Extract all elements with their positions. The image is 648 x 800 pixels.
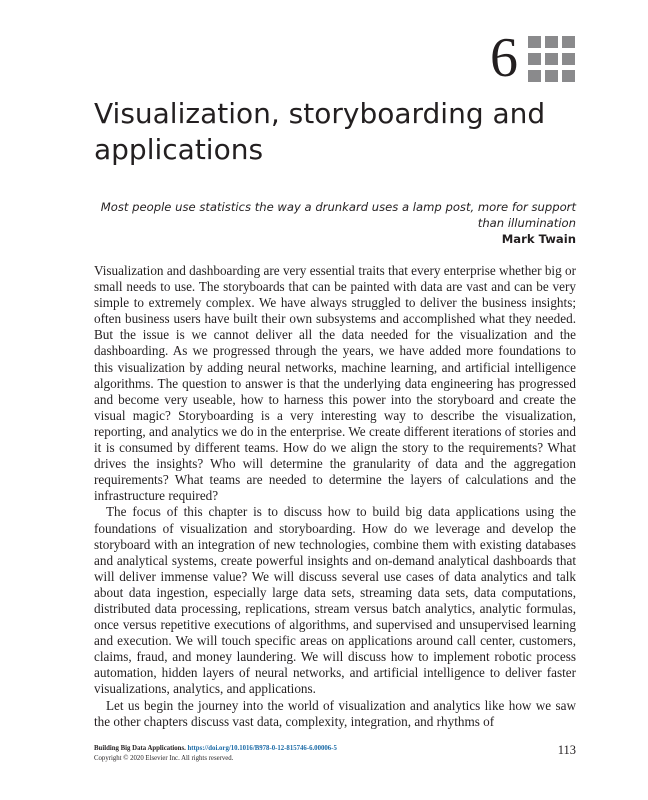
body-text xyxy=(94,263,576,730)
doi-link[interactable]: https://doi.org/10.1016/B978-0-12-815746-6.00006-5 xyxy=(187,745,337,752)
epigraph-quote: Most people use statistics the way a drunkard uses a lamp post, more for support than illumination xyxy=(100,200,576,230)
paragraph-1: Visualization and dashboarding are very essential traits that every enterprise whether big or small needs to use. The storyboards that can be painted with data are vast and can be very simple to extremely complex. We have always struggled to deliver the business insights; often business users have built their own subsystems and accomplished what they needed. But the issue is we cannot deliver all the data needed for the visualization and the dashboarding. As we progressed through the years, we have added more foundations to this visualization by adding neural networks, machine learning, and artificial intelligence algorithms. The question to answer is that the underlying data engineering has progressed and become very useable, how to harness this power into the storyboard and create the visual magic? Storyboarding is a very interesting way to describe the visualization, reporting, and analytics we do in the enterprise. We create different iterations of stories and it is consumed by different teams. How do we align the story to the requirements? What drives the insights? Who will determine the granularity of data and the aggregation requirements? What teams are needed to determine the layers of calculations and the infrastructure required? xyxy=(94,263,576,504)
chapter-number: 6 xyxy=(490,27,518,89)
paragraph-2: The focus of this chapter is to discuss how to build big data applications using the foundations of visualization and storyboarding. How do we leverage and develop the storyboard with an integration of new technologies, combine them with existing databases and analytical systems, create powerful insights and on-demand analytical dashboards that will deliver immense value? We will discuss several use cases of data analytics and talk about data ingestion, especially large data sets, streaming data sets, data computations, distributed data processing, replications, stream versus batch analytics, analytic formulas, once versus repetitive executions of algorithms, and supervised and unsupervised learning and execution. We will touch specific areas on applications around call center, customers, claims, fraud, and money laundering. We will discuss how to implement robotic process automation, hidden layers of neural networks, and artificial intelligence to deliver faster visualizations, analytics, and applications. xyxy=(94,504,576,697)
footer-citation xyxy=(94,744,514,764)
chapter-heading xyxy=(490,28,590,88)
chapter-title: Visualization, storyboarding and applications xyxy=(94,97,546,166)
chapter-grid-icon xyxy=(528,36,576,82)
page-number: 113 xyxy=(557,743,576,757)
epigraph xyxy=(94,199,576,247)
footer-book-title: Building Big Data Applications. xyxy=(94,745,186,752)
paragraph-3: Let us begin the journey into the world of visualization and analytics like how we saw the other chapters discuss vast data, complexity, integration, and rhythms of xyxy=(94,697,576,729)
footer-copyright: Copyright © 2020 Elsevier Inc. All rights reserved. xyxy=(94,755,234,762)
epigraph-author: Mark Twain xyxy=(501,232,576,246)
